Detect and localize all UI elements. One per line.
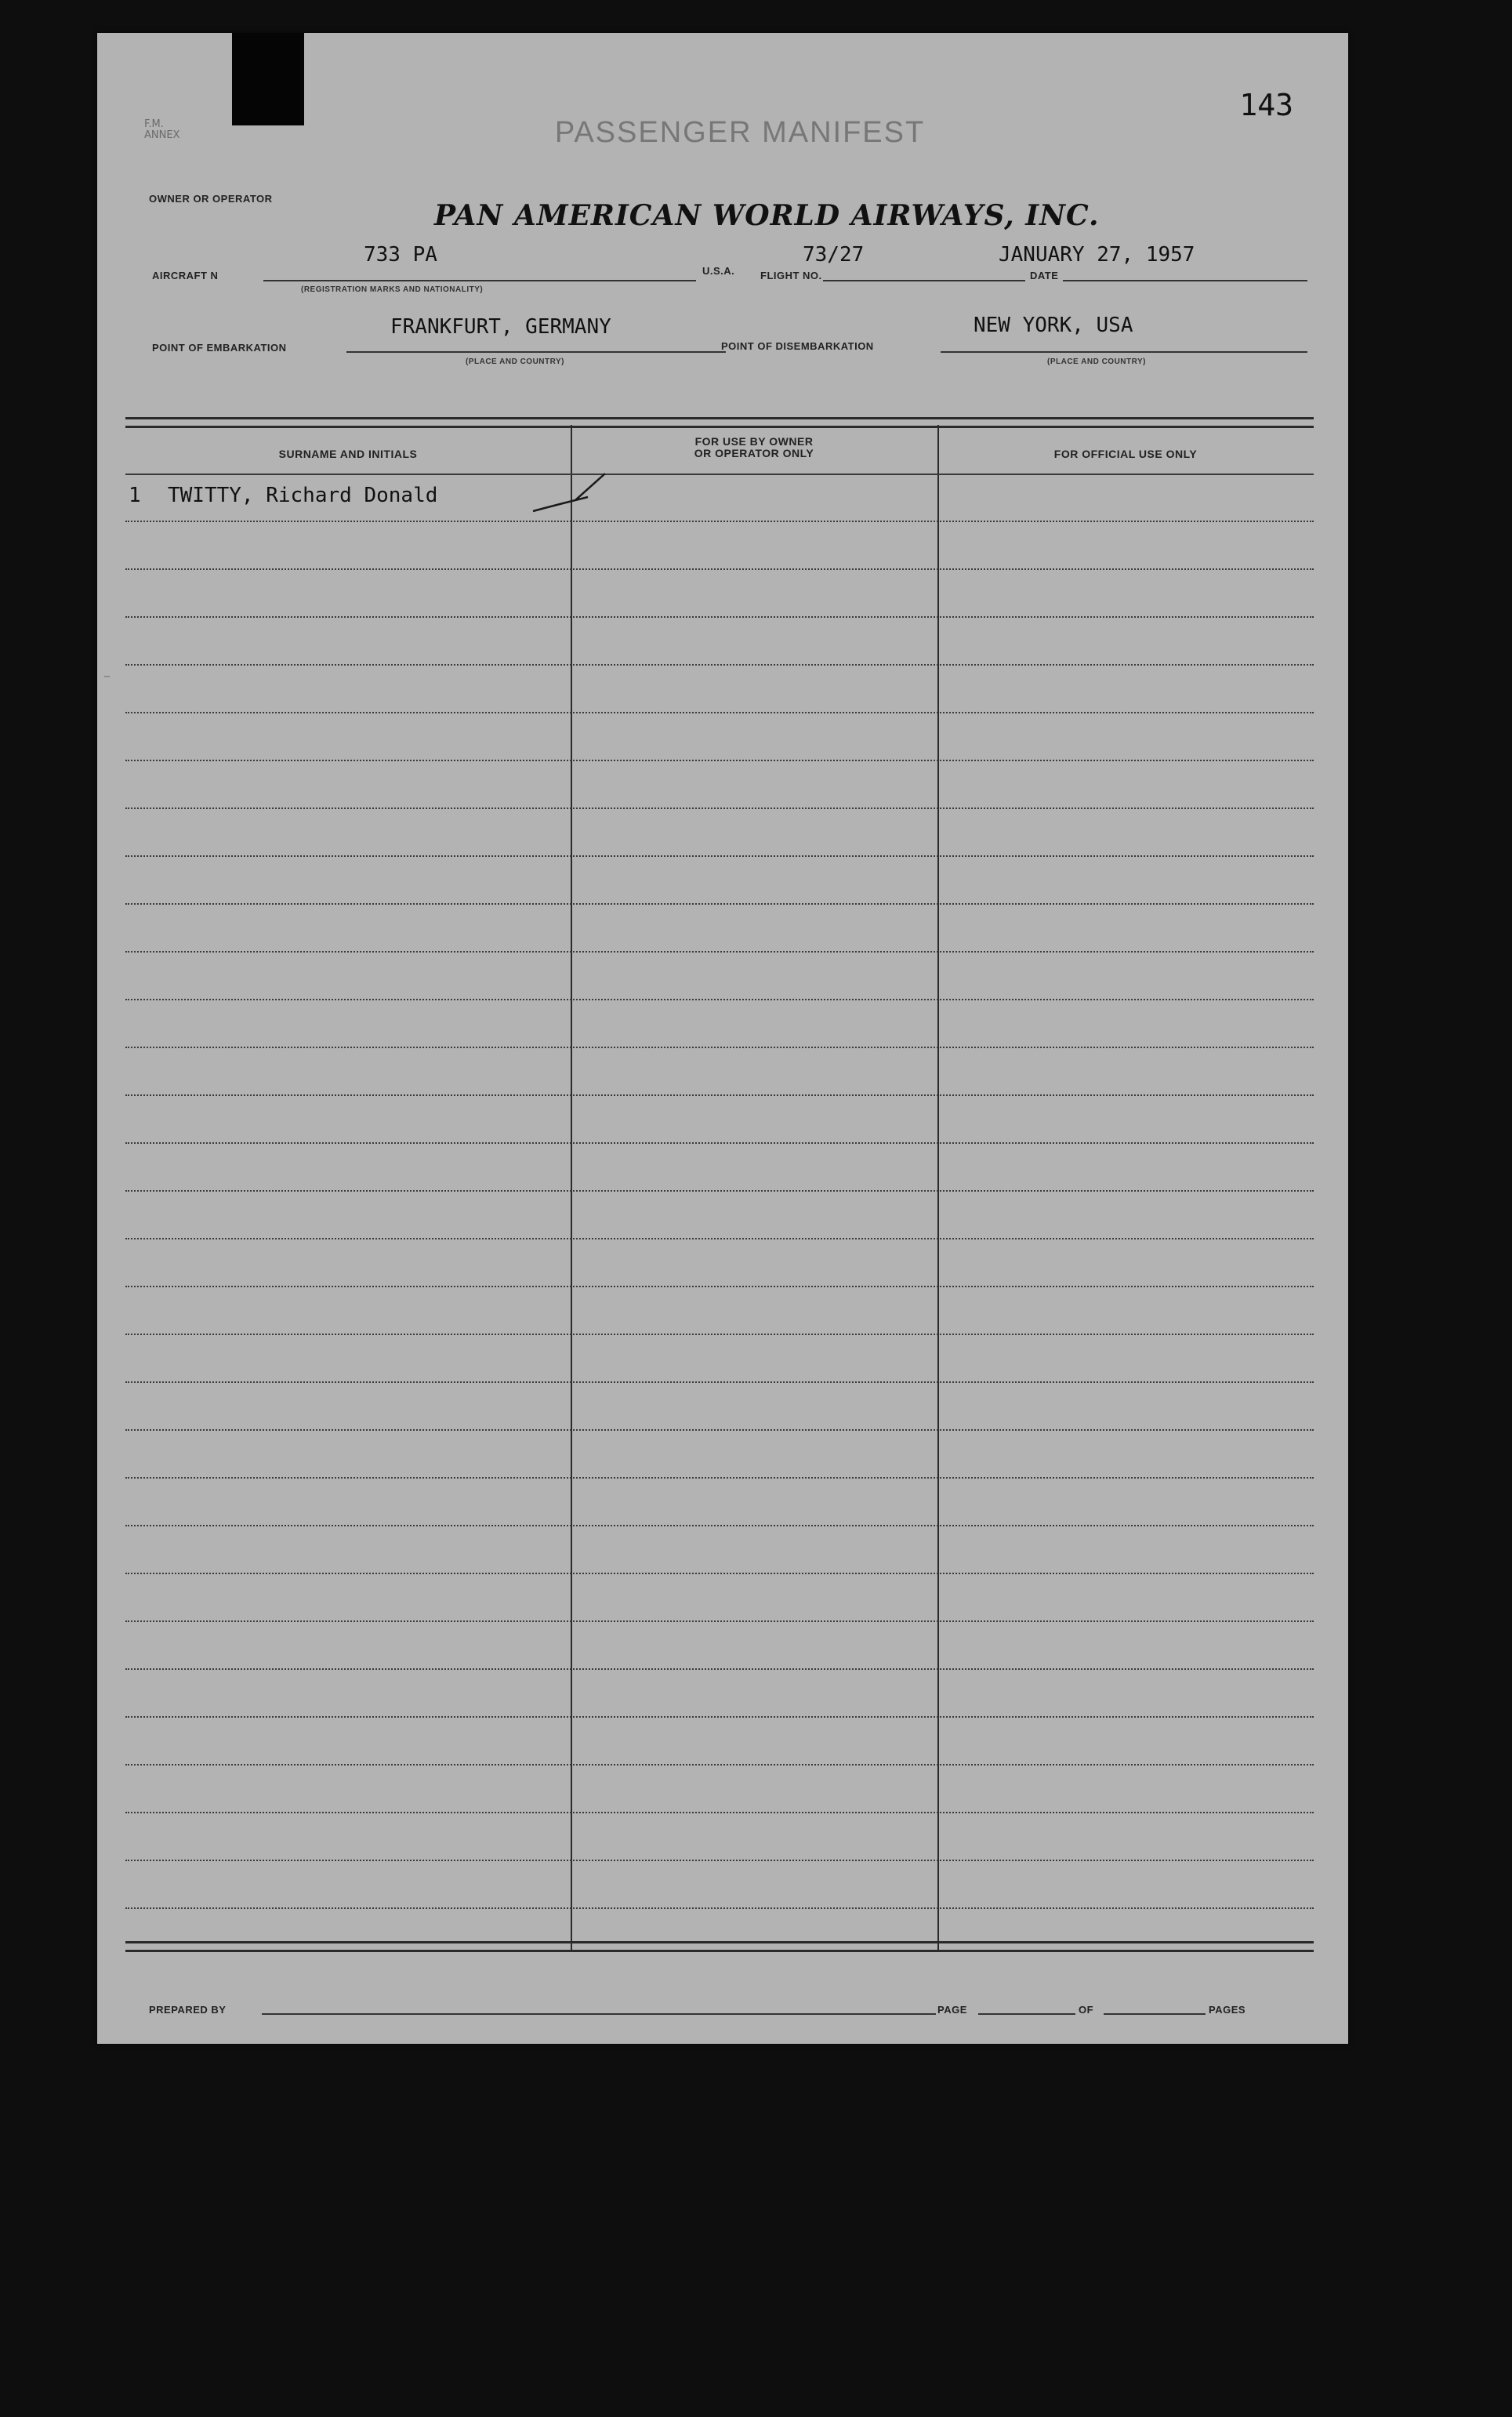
row-rule [125,1094,1314,1096]
passenger-number: 1 [129,484,141,507]
row-rule [125,1716,1314,1718]
row-rule [125,1477,1314,1479]
pages-label: PAGES [1209,2004,1246,2016]
row-rule [125,1381,1314,1383]
row-rule [125,807,1314,809]
row-rule [125,1812,1314,1813]
date-label: DATE [1030,270,1059,281]
disembark-note: (PLACE AND COUNTRY) [1047,357,1146,366]
row-rule [125,855,1314,857]
row-rule [125,1047,1314,1048]
binder-hole [232,33,304,125]
form-code-line-2: ANNEX [144,129,180,141]
row-rule [125,1860,1314,1861]
row-rule [125,1620,1314,1622]
owner-label: OWNER OR OPERATOR [149,193,273,205]
owner-use-line-2: OR OPERATOR ONLY [694,447,814,459]
row-rule [125,568,1314,570]
row-rule [125,999,1314,1000]
aircraft-value: 733 PA [364,243,437,267]
flight-label: FLIGHT NO. [760,270,822,281]
row-rule [125,521,1314,522]
prepared-by-label: PREPARED BY [149,2004,227,2016]
prepared-by-underline [262,2013,936,2015]
table-bottom-rule [125,1941,1314,1952]
row-rule [125,664,1314,666]
row-rule [125,1525,1314,1526]
flight-underline [823,280,1025,281]
column-divider-2 [937,425,939,1950]
manifest-sheet [97,33,1348,2044]
row-rule [125,760,1314,761]
date-value: JANUARY 27, 1957 [999,243,1195,267]
of-underline [1104,2013,1206,2015]
row-rule [125,1764,1314,1766]
row-rule [125,1668,1314,1670]
row-rule [125,1429,1314,1431]
owner-use-line-1: FOR USE BY OWNER [694,435,814,448]
date-underline [1063,280,1307,281]
row-rule [125,1573,1314,1574]
column-divider-1 [571,425,572,1950]
column-header-owner-use [571,436,937,459]
disembark-label: POINT OF DISEMBARKATION [721,340,874,352]
disembark-value: NEW YORK, USA [974,314,1133,337]
form-code [144,119,179,141]
row-rule [125,712,1314,713]
row-rule [125,903,1314,905]
page-number: 143 [1239,88,1293,122]
embark-label: POINT OF EMBARKATION [152,342,287,354]
row-rule [125,1907,1314,1909]
row-rule [125,1334,1314,1335]
row-rule [125,1286,1314,1287]
page-title: PASSENGER MANIFEST [554,116,926,149]
registration-note: (REGISTRATION MARKS AND NATIONALITY) [301,285,484,294]
embark-note: (PLACE AND COUNTRY) [466,357,564,366]
embark-underline [346,351,726,353]
row-rule [125,1190,1314,1192]
page-label: PAGE [937,2004,967,2016]
column-header-surname: SURNAME AND INITIALS [278,448,418,460]
operator-name: PAN AMERICAN WORLD AIRWAYS, INC. [434,199,1100,232]
form-code-line-1: F.M. [144,118,164,130]
column-header-official: FOR OFFICIAL USE ONLY [1053,448,1198,460]
row-rule [125,616,1314,618]
table-top-rule [125,417,1314,428]
aircraft-label: AIRCRAFT N [152,270,219,281]
page-underline [978,2013,1075,2015]
header-rule [125,474,1314,475]
disembark-underline [941,351,1307,353]
passenger-name: TWITTY, Richard Donald [168,484,438,507]
check-mark-icon [530,463,624,517]
row-rule [125,1142,1314,1144]
usa-label: U.S.A. [702,265,735,277]
margin-mark: – [103,668,111,684]
aircraft-underline [263,280,696,281]
row-rule [125,951,1314,953]
flight-value: 73/27 [803,243,865,267]
row-rule [125,1238,1314,1239]
of-label: OF [1079,2004,1094,2016]
embark-value: FRANKFURT, GERMANY [390,315,611,339]
